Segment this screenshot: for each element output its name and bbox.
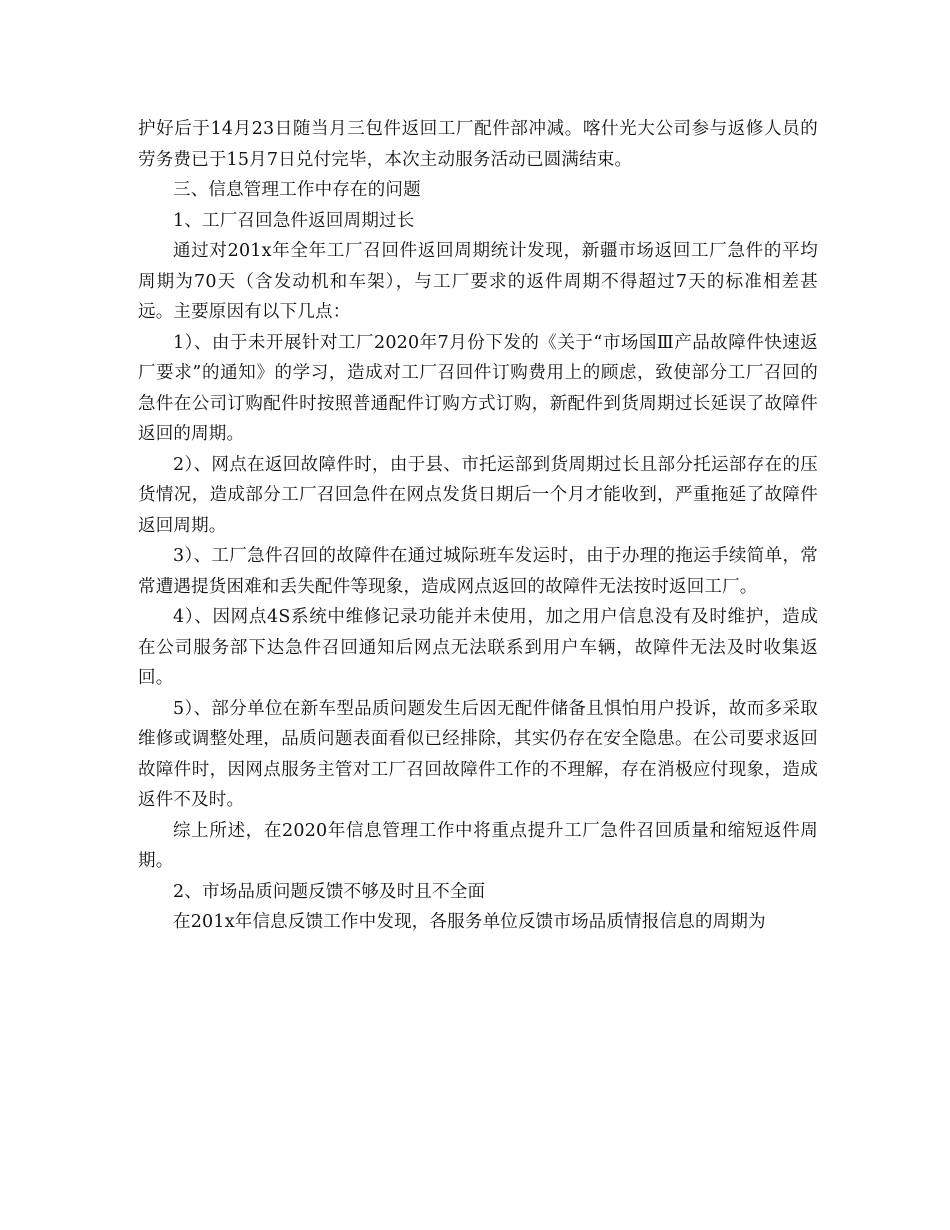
paragraph-reason-5: 5）、部分单位在新车型品质问题发生后因无配件储备且惧怕用户投诉，故而多采取维修或调整处理，品质问题表面看似已经排除，其实仍存在安全隐患。在公司要求返回故障件时，因网点服务主管对工厂召回故障件工作的不理解，存在消极应付现象，造成返件不及时。: [138, 698, 818, 810]
subheading-2: 2、市场品质问题反馈不够及时且不全面: [173, 881, 486, 902]
paragraph-feedback: 在201x年信息反馈工作中发现，各服务单位反馈市场品质情报信息的周期为: [173, 912, 766, 932]
subheading-1: 1、工厂召回急件返回周期过长: [173, 210, 415, 231]
paragraph-intro: 通过对201x年全年工厂召回件返回周期统计发现，新疆市场返回工厂急件的平均周期为70天（含发动机和车架），与工厂要求的返件周期不得超过7天的标准相差甚远。主要原因有以下几点：: [138, 241, 818, 322]
paragraph-continuation: 护好后于14月23日随当月三包件返回工厂配件部冲减。喀什光大公司参与返修人员的劳务费已于15月7日兑付完毕，本次主动服务活动已圆满结束。: [138, 119, 818, 170]
paragraph-reason-2: 2）、网点在返回故障件时，由于县、市托运部到货周期过长且部分托运部存在的压货情况，造成部分工厂召回急件在网点发货日期后一个月才能收到，严重拖延了故障件返回周期。: [138, 454, 818, 536]
paragraph-summary: 综上所述，在2020年信息管理工作中将重点提升工厂急件召回质量和缩短返件周期。: [138, 820, 818, 871]
paragraph-reason-4: 4）、因网点4S系统中维修记录功能并未使用，加之用户信息没有及时维护，造成在公司服务部下达急件召回通知后网点无法联系到用户车辆，故障件无法及时收集返回。: [138, 607, 818, 688]
paragraph-reason-3: 3）、工厂急件召回的故障件在通过城际班车发运时，由于办理的拖运手续简单，常常遭遇提货困难和丢失配件等现象，造成网点返回的故障件无法按时返回工厂。: [138, 546, 818, 597]
paragraph-reason-1: 1）、由于未开展针对工厂2020年7月份下发的《关于“市场国Ⅲ产品故障件快速返厂要求”的通知》的学习，造成对工厂召回件订购费用上的顾虑，致使部分工厂召回的急件在公司订购配件时按照普通配件订购方式订购，新配件到货周期过长延误了故障件返回的周期。: [138, 332, 818, 444]
section-heading-3: 三、信息管理工作中存在的问题: [173, 180, 421, 200]
document-page: [138, 114, 818, 938]
